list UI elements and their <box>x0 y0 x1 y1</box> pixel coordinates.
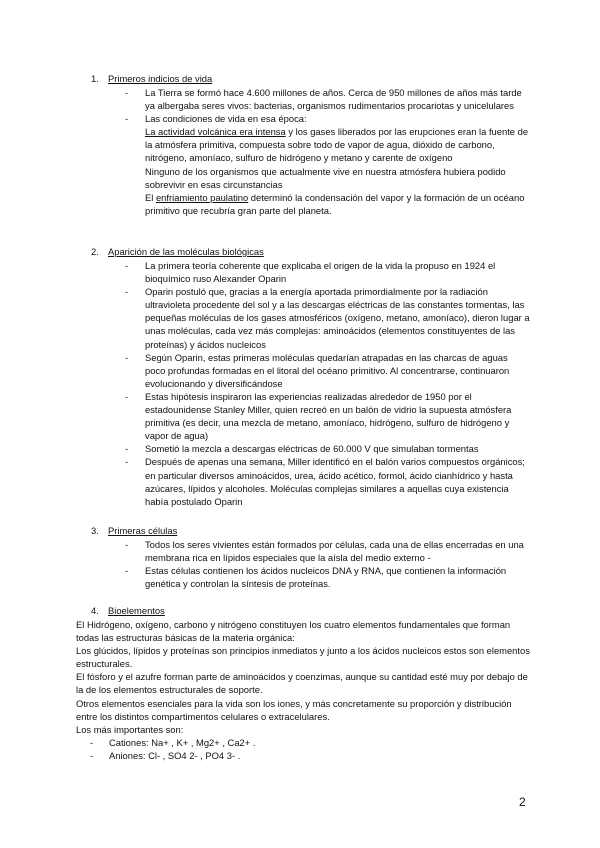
bullet-text: Después de apenas una semana, Miller identificó en el balón varios compuestos orgánicos; en particular diversos aminoácidos, urea, ácido acético, formol, ácido cianhídrico y hasta azúcares, lípidos y alcoholes. Moléculas complejas similares a aquellas cuya existencia había postulado Oparin <box>145 456 525 507</box>
list-item <box>0 538 530 564</box>
none-survive-text: Ninguno de los organismos que actualmente vive en nuestra atmósfera hubiera podido sobrevivir en esas circunstancias <box>145 165 506 190</box>
list-item <box>0 442 530 455</box>
bullet-dash: - <box>125 539 129 550</box>
list-item <box>76 749 532 762</box>
volcanic-rest: y los gases liberados por las erupciones eran la fuente de la atmósfera primitiva, compuesta sobre todo de vapor de agua, dióxido de carbono, nitrógeno, amoníaco, sulfuro de hidrógeno y metano y carente de oxígeno <box>145 126 529 164</box>
bullet-text: Todos los seres vivientes están formados por células, cada una de ellas encerradas en una membrana rica en lípidos especiales que la aísla del medio externo - <box>145 539 524 564</box>
bullet-list <box>0 538 600 590</box>
bullet-dash: - <box>125 351 129 363</box>
bullet-dash: - <box>125 286 129 298</box>
paragraph: Los más importantes son: <box>76 723 184 735</box>
cooling-underlined: enfriamiento paulatino <box>155 191 249 203</box>
list-item <box>0 259 530 285</box>
conditions-none-survive <box>0 165 530 191</box>
bullet-dash: - <box>125 390 129 402</box>
list-item <box>0 285 530 350</box>
page-number: 2 <box>519 795 526 809</box>
section-number: 3. <box>91 525 99 536</box>
bullet-dash: - <box>125 260 129 271</box>
paragraph: El fósforo y el azufre forman parte de aminoácidos y coenzimas, aunque su cantidad esté muy por debajo de la de los elementos estructurales de soporte. <box>76 671 528 696</box>
conditions-volcanic <box>0 125 530 164</box>
section-title: Aparición de las moléculas biológicas <box>108 246 264 257</box>
bullet-text: La Tierra se formó hace 4.600 millones de años. Cerca de 950 millones de años más tarde ya albergaba seres vivos: bacterias, organismos rudimentarios procariotas y unicelulares <box>145 87 522 112</box>
list-item <box>0 455 530 507</box>
list-item <box>0 390 530 442</box>
bullet-text: La primera teoría coherente que explicaba el origen de la vida la propuso en 1924 el bioquímico ruso Alexander Oparin <box>145 260 496 285</box>
bullet-text: Las condiciones de vida en esa época: <box>145 113 307 125</box>
conditions-cooling <box>0 191 530 217</box>
section-number: 2. <box>91 246 99 257</box>
paragraph: El Hidrógeno, oxígeno, carbono y nitrógeno constituyen los cuatro elementos fundamentales que forman todas las estructuras básicas de la materia orgánica: <box>76 619 511 644</box>
bullet-dash: - <box>125 113 129 125</box>
bullet-dash: - <box>90 749 94 761</box>
volcanic-underlined: La actividad volcánica era intensa <box>145 126 286 138</box>
bullet-text: Estas hipótesis inspiraron las experiencias realizadas alrededor de 1950 por el estadounidense Stanley Miller, quien recreó en un balón de vidrio la supuesta atmósfera primitiva (es decir, una mezcla de metano, amoníaco, hidrógeno, sulfuro de hidrógeno y vapor de agua) <box>145 390 512 442</box>
section-number: 1. <box>91 73 99 84</box>
paragraph: Los glúcidos, lípidos y proteínas son principios inmediatos y junto a los ácidos nucleicos estos son elementos estructurales. <box>76 645 530 670</box>
section-title: Primeras células <box>108 525 178 536</box>
cooling-rest: determinó la condensación del vapor y la formación de un océano primitivo que recubría gran parte del planeta. <box>145 191 525 216</box>
bioelementos-body <box>76 618 532 762</box>
bullet-dash: - <box>90 736 94 748</box>
paragraph: Otros elementos esenciales para la vida son los iones, y más concretamente su proporción y distribución entre los distintos compartimentos celulares o extracelulares. <box>76 697 512 722</box>
cations-text: Cationes: Na+ , K+ , Mg2+ , Ca2+ . <box>109 736 256 748</box>
bullet-dash: - <box>125 456 129 468</box>
list-item <box>0 564 530 590</box>
bullet-text: Según Oparin, estas primeras moléculas quedarían atrapadas en las charcas de aguas poco profundas formadas en el litoral del océano primitivo. Al concentrarse, continuaron evolucionando y diversificándose <box>145 351 510 389</box>
bullet-text: Estas células contienen los ácidos nucleicos DNA y RNA, que contienen la información genética y controlan la síntesis de proteínas. <box>145 565 507 590</box>
bullet-dash: - <box>125 443 129 455</box>
list-item <box>0 86 530 112</box>
bullet-list <box>0 86 600 217</box>
section-title: Primeros indicios de vida <box>108 73 213 84</box>
section-heading <box>91 604 165 617</box>
bullet-list <box>0 259 600 508</box>
list-item <box>0 351 530 390</box>
section-number: 4. <box>91 605 99 616</box>
ions-list <box>76 736 532 762</box>
section-heading <box>91 72 212 85</box>
bullet-dash: - <box>125 87 129 98</box>
section-heading <box>91 524 177 537</box>
bullet-text: Sometió la mezcla a descargas eléctricas de 60.000 V que simulaban tormentas <box>145 443 479 455</box>
bullet-dash: - <box>125 565 129 577</box>
section-heading <box>91 245 264 258</box>
bullet-text: Oparin postuló que, gracias a la energía aportada primordialmente por la radiación ultravioleta procedente del sol y a las descargas eléctricas de las constantes tormentas, las pequeñas moléculas de los gases atmosféricos (oxígeno, metano, amoníaco), dieron lugar a unas moléculas, cada vez más complejas: aminoácidos (elementos constituyentes de las proteínas) y ácidos nucleicos <box>145 286 530 350</box>
list-item <box>76 736 532 749</box>
anions-text: Aniones: Cl- , SO4 2- , PO4 3- . <box>109 749 241 761</box>
list-item <box>0 112 530 125</box>
cooling-prefix: El <box>145 191 156 203</box>
section-title: Bioelementos <box>108 605 165 616</box>
